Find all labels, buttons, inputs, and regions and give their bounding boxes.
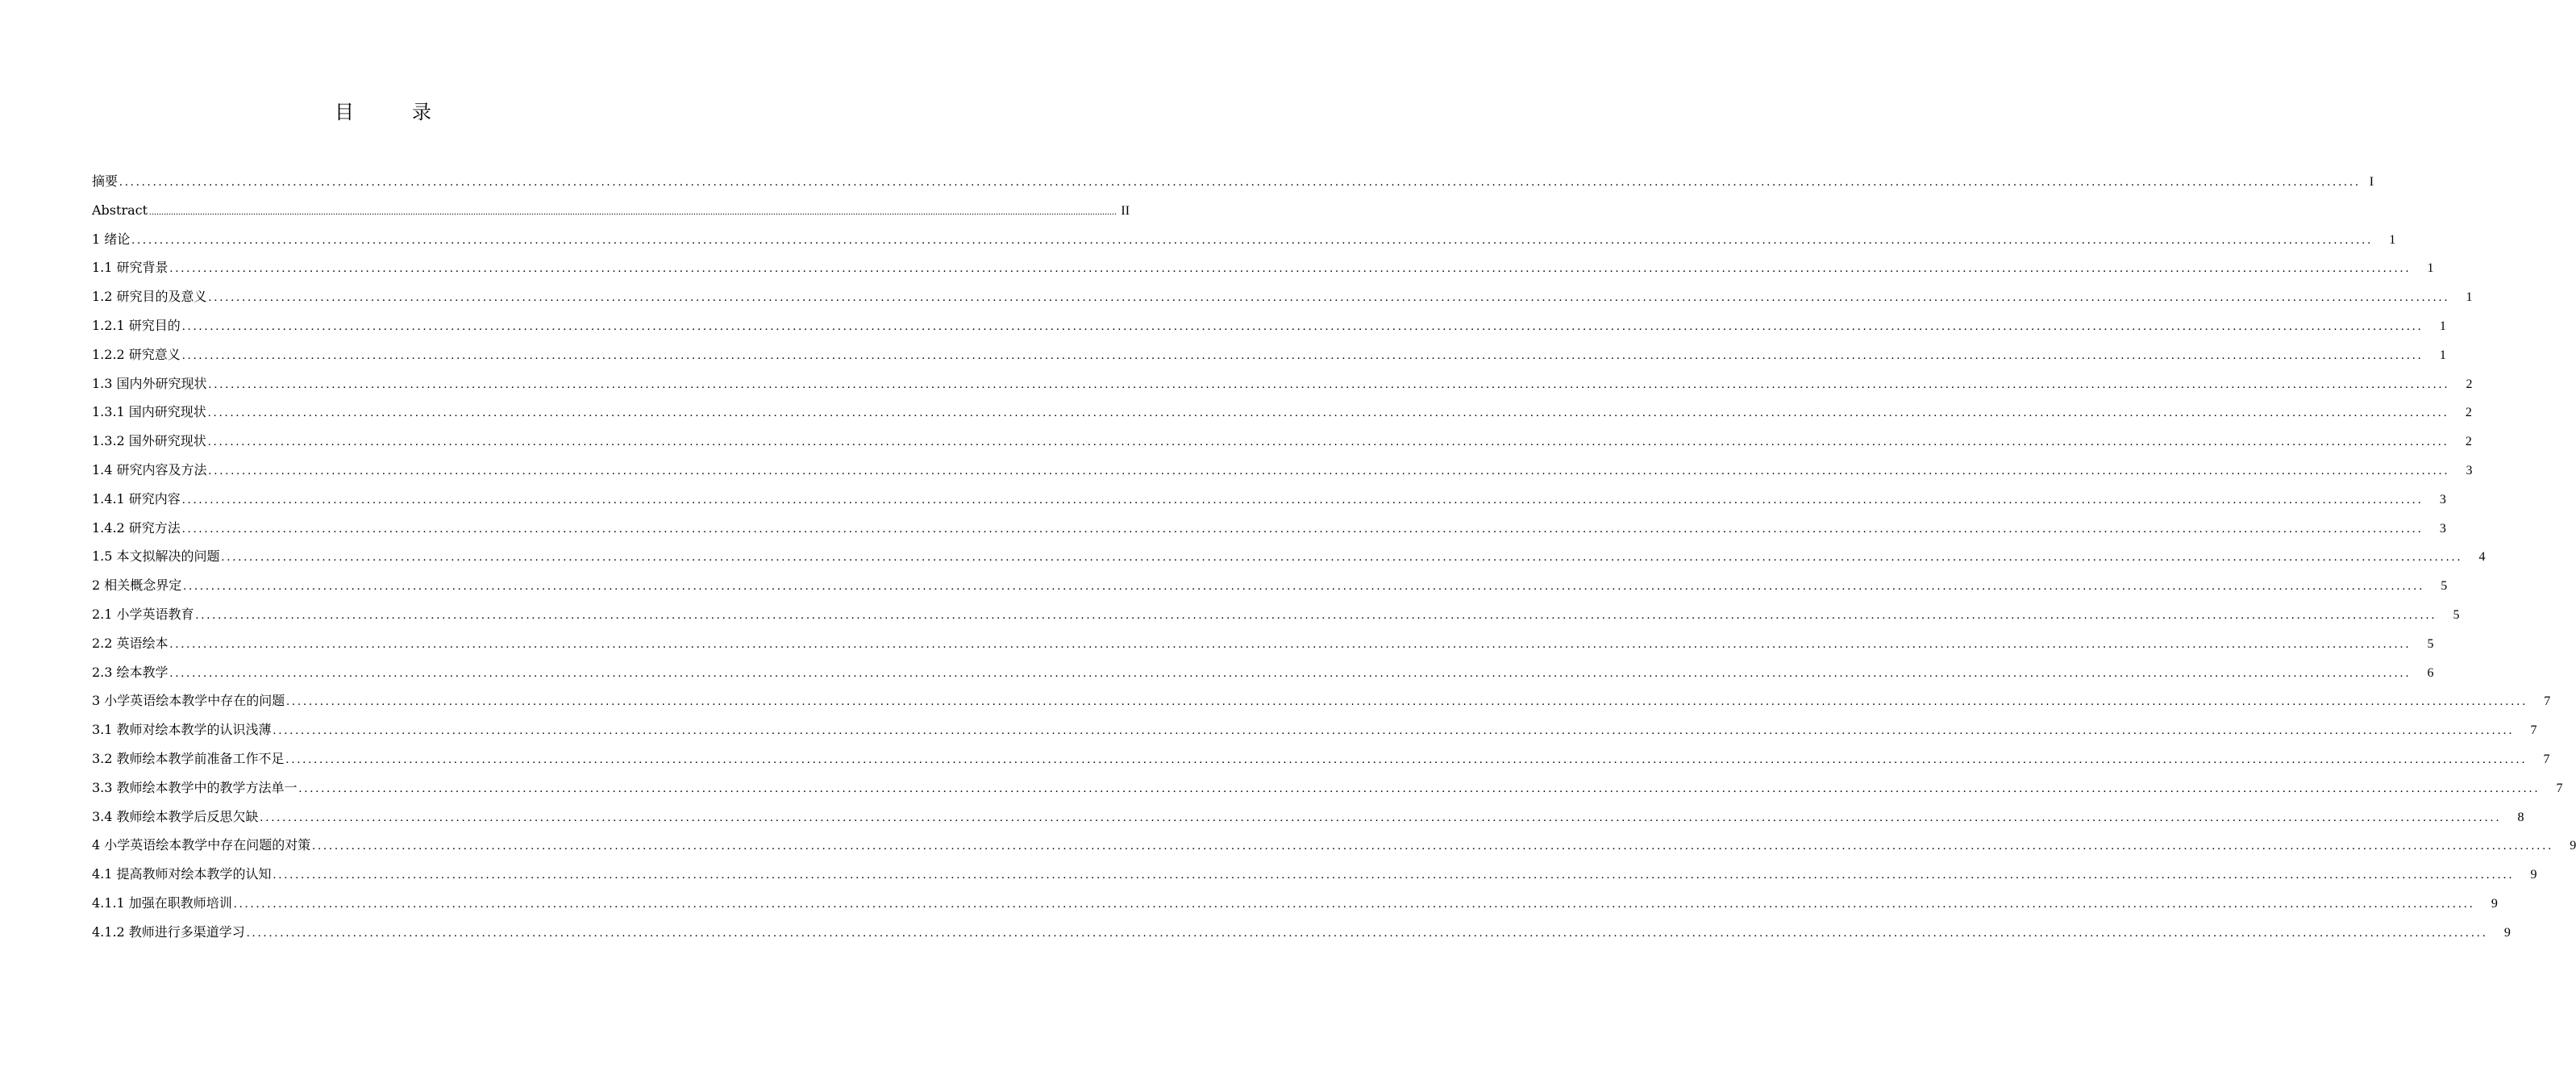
toc-entry[interactable] [92, 747, 2550, 776]
toc-entry-page-number: 5 [2427, 636, 2434, 651]
toc-entry-label: 4 小学英语绘本教学中存在问题的对策 [92, 837, 311, 853]
toc-entry-page-number: 1 [2439, 319, 2446, 333]
toc-entry-label: 4.1.2 教师进行多渠道学习 [92, 923, 245, 940]
toc-entry[interactable] [92, 256, 2434, 285]
toc-list [92, 169, 2576, 949]
toc-entry-label: 4.1 提高教师对绘本教学的认知 [92, 866, 272, 882]
toc-dot-leader: ................................................................................................................................................................................................................................................................................................................................................................................................................ [285, 753, 2528, 766]
toc-entry-label: 1.3.1 国内研究现状 [92, 404, 206, 420]
toc-entry-page-number: 2 [2465, 406, 2472, 420]
toc-dot-leader: ................................................................................................................................................................................................................................................................................................................................................................................................................ [207, 406, 2449, 420]
toc-entry[interactable] [92, 343, 2446, 372]
toc-entry[interactable] [92, 169, 2374, 198]
toc-dot-leader: ................................................................................................................................................................................................................................................................................................................................................................................................................ [181, 348, 2424, 362]
toc-dot-leader: ................................................................................................................................................................................................................................................................................................................................................................................................................ [149, 205, 1117, 217]
toc-entry-page-number: 4 [2478, 550, 2486, 565]
toc-dot-leader: ................................................................................................................................................................................................................................................................................................................................................................................................................ [298, 782, 2541, 795]
toc-dot-leader: ................................................................................................................................................................................................................................................................................................................................................................................................................ [181, 319, 2424, 333]
toc-title: 目 录 [335, 101, 451, 123]
toc-entry-label: 2.2 英语绘本 [92, 635, 169, 651]
toc-dot-leader: ................................................................................................................................................................................................................................................................................................................................................................................................................ [181, 493, 2424, 507]
toc-dot-leader: ................................................................................................................................................................................................................................................................................................................................................................................................................ [195, 608, 2437, 622]
toc-entry-label: 2.3 绘本教学 [92, 664, 169, 680]
toc-entry[interactable] [92, 602, 2460, 632]
toc-dot-leader: ................................................................................................................................................................................................................................................................................................................................................................................................................ [169, 262, 2412, 276]
toc-dot-leader: ................................................................................................................................................................................................................................................................................................................................................................................................................ [260, 811, 2502, 824]
toc-entry-page-number: 3 [2439, 521, 2446, 536]
toc-entry-page-number: 1 [2389, 232, 2396, 247]
toc-entry-page-number: 9 [2570, 839, 2576, 853]
toc-entry-label: 3 小学英语绘本教学中存在的问题 [92, 693, 285, 709]
toc-entry-page-number: 7 [2544, 694, 2551, 709]
toc-entry[interactable] [92, 487, 2446, 516]
toc-dot-leader: ................................................................................................................................................................................................................................................................................................................................................................................................................ [208, 377, 2450, 391]
toc-entry-label: 2.1 小学英语教育 [92, 606, 194, 622]
toc-dot-leader: ................................................................................................................................................................................................................................................................................................................................................................................................................ [221, 551, 2463, 565]
toc-dot-leader: ................................................................................................................................................................................................................................................................................................................................................................................................................ [233, 897, 2475, 911]
toc-dot-leader: ................................................................................................................................................................................................................................................................................................................................................................................................................ [181, 522, 2424, 536]
toc-entry[interactable] [92, 516, 2446, 545]
toc-entry-page-number: 7 [2530, 723, 2537, 738]
toc-entry-page-number: 7 [2543, 752, 2550, 766]
toc-entry[interactable] [92, 805, 2524, 834]
toc-dot-leader: ................................................................................................................................................................................................................................................................................................................................................................................................................ [131, 233, 2374, 247]
toc-entry-page-number: 9 [2530, 868, 2537, 882]
toc-entry-label: 3.4 教师绘本教学后反思欠缺 [92, 808, 259, 824]
toc-entry-label: 4.1.1 加强在职教师培训 [92, 894, 232, 911]
toc-dot-leader: ................................................................................................................................................................................................................................................................................................................................................................................................................ [273, 724, 2515, 738]
toc-entry-page-number: I [2369, 175, 2374, 189]
toc-entry-page-number: 5 [2453, 607, 2460, 622]
toc-entry-page-number: 9 [2503, 925, 2511, 940]
toc-entry-label: 1.4.1 研究内容 [92, 490, 181, 507]
toc-entry[interactable] [92, 544, 2486, 573]
toc-entry-label: 1.5 本文拟解决的问题 [92, 548, 220, 565]
toc-entry-label: 1.2 研究目的及意义 [92, 289, 207, 305]
toc-entry[interactable] [92, 776, 2563, 805]
toc-entry[interactable] [92, 314, 2446, 343]
toc-entry-page-number: 5 [2441, 579, 2448, 594]
toc-dot-leader: ................................................................................................................................................................................................................................................................................................................................................................................................................ [312, 840, 2554, 853]
toc-entry[interactable] [92, 227, 2396, 256]
toc-entry-page-number: 9 [2491, 896, 2498, 911]
toc-entry[interactable] [92, 920, 2511, 949]
toc-dot-leader: ................................................................................................................................................................................................................................................................................................................................................................................................................ [169, 666, 2412, 680]
toc-entry-label: 1.4 研究内容及方法 [92, 461, 207, 477]
toc-entry-label: Abstract [92, 202, 148, 218]
toc-entry[interactable] [92, 458, 2473, 487]
toc-entry-page-number: 1 [2439, 348, 2446, 362]
toc-entry-label: 摘要 [92, 173, 119, 189]
toc-entry-label: 3.3 教师绘本教学中的教学方法单一 [92, 779, 298, 795]
toc-entry-page-number: 2 [2465, 435, 2472, 449]
toc-entry[interactable] [92, 198, 1130, 227]
toc-dot-leader: ................................................................................................................................................................................................................................................................................................................................................................................................................ [183, 580, 2425, 594]
toc-entry-page-number: 3 [2439, 492, 2446, 507]
toc-entry-label: 3.1 教师对绘本教学的认识浅薄 [92, 722, 272, 738]
toc-entry[interactable] [92, 285, 2473, 314]
toc-entry-page-number: 3 [2466, 463, 2473, 477]
toc-entry-page-number: 6 [2427, 665, 2434, 680]
toc-entry[interactable] [92, 689, 2551, 718]
toc-entry-page-number: 1 [2466, 290, 2473, 305]
toc-entry-label: 2 相关概念界定 [92, 577, 182, 594]
toc-entry-label: 1 绪论 [92, 231, 131, 247]
toc-dot-leader: ................................................................................................................................................................................................................................................................................................................................................................................................................ [286, 695, 2528, 709]
toc-entry[interactable] [92, 632, 2434, 661]
toc-dot-leader: ................................................................................................................................................................................................................................................................................................................................................................................................................ [119, 176, 2362, 189]
toc-entry-page-number: 8 [2517, 810, 2524, 824]
toc-entry[interactable] [92, 573, 2448, 602]
toc-entry-label: 3.2 教师绘本教学前准备工作不足 [92, 750, 285, 766]
toc-entry-label: 1.4.2 研究方法 [92, 519, 181, 536]
toc-dot-leader: ................................................................................................................................................................................................................................................................................................................................................................................................................ [207, 436, 2449, 449]
toc-entry-label: 1.1 研究背景 [92, 260, 169, 276]
toc-dot-leader: ................................................................................................................................................................................................................................................................................................................................................................................................................ [273, 869, 2515, 882]
toc-dot-leader: ................................................................................................................................................................................................................................................................................................................................................................................................................ [246, 926, 2488, 940]
toc-entry[interactable] [92, 400, 2472, 429]
toc-entry[interactable] [92, 833, 2576, 862]
toc-entry[interactable] [92, 862, 2537, 891]
toc-entry-label: 1.2.2 研究意义 [92, 346, 181, 362]
toc-entry[interactable] [92, 718, 2537, 747]
toc-dot-leader: ................................................................................................................................................................................................................................................................................................................................................................................................................ [208, 291, 2450, 305]
toc-entry-page-number: 2 [2466, 377, 2473, 391]
toc-entry-page-number: 7 [2556, 781, 2563, 795]
toc-entry-page-number: 1 [2427, 261, 2434, 276]
toc-entry[interactable] [92, 429, 2472, 458]
toc-entry[interactable] [92, 891, 2498, 920]
toc-entry[interactable] [92, 661, 2434, 690]
toc-dot-leader: ................................................................................................................................................................................................................................................................................................................................................................................................................ [169, 637, 2412, 651]
toc-entry-page-number: II [1121, 203, 1130, 218]
toc-dot-leader: ................................................................................................................................................................................................................................................................................................................................................................................................................ [208, 464, 2450, 477]
toc-entry-label: 1.3.2 国外研究现状 [92, 433, 206, 449]
toc-entry-label: 1.3 国内外研究现状 [92, 375, 207, 391]
toc-entry[interactable] [92, 372, 2473, 401]
toc-entry-label: 1.2.1 研究目的 [92, 317, 181, 333]
